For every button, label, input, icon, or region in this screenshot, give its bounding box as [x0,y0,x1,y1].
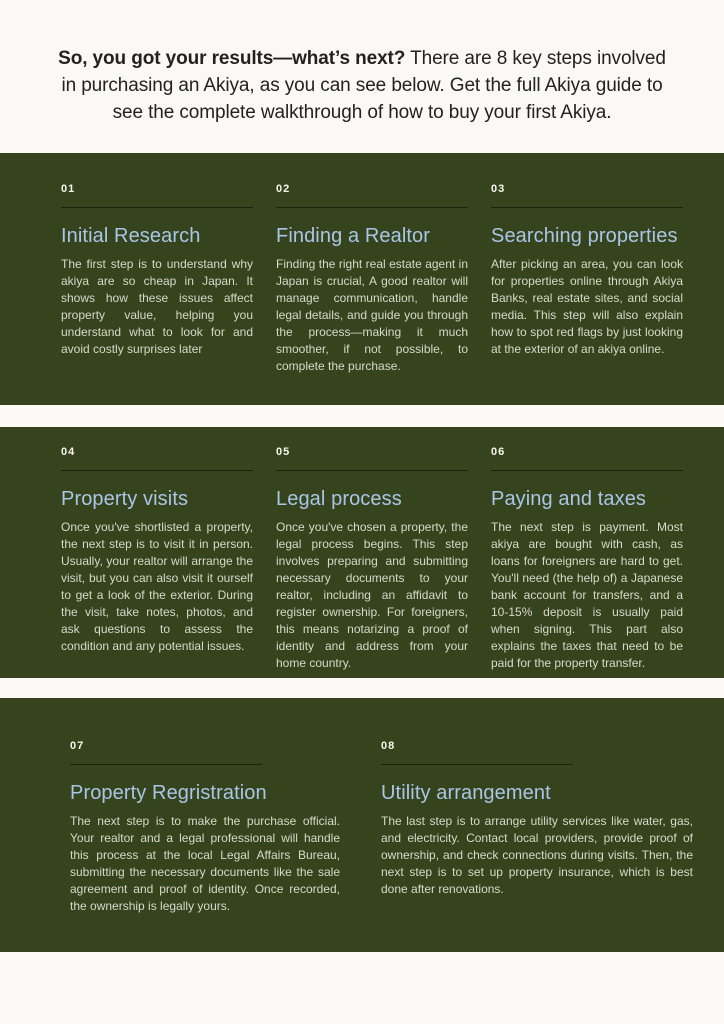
step-number: 04 [61,446,76,458]
step-number: 05 [276,446,291,458]
step-title: Paying and taxes [491,488,647,510]
step-title: Utility arrangement [381,782,551,804]
step-card-04 [61,446,253,678]
bottom-margin [0,952,724,1024]
step-title: Initial Research [61,225,201,247]
step-number: 07 [70,740,85,752]
intro-text-bold: So, you got your results—what’s next? [58,48,406,69]
step-description: Finding the right real estate agent in Japan is crucial, A good realtor will manage communication, handle legal details, and guide you through the process—making it much smoother, if not possible, to complete the purchase. [276,257,468,373]
steps-band-3 [0,698,724,952]
steps-band-1 [0,153,724,405]
divider [381,764,573,765]
divider [491,470,683,471]
step-title: Property Regristration [70,782,267,804]
step-description: After picking an area, you can look for properties online through Akiya Banks, real estate sites, and social media. This step will also explain how to spot red flags by just looking at the exterior of an akiya online. [491,257,683,356]
band-spacer [0,405,724,427]
step-number: 03 [491,183,506,195]
step-card-03 [491,183,683,405]
step-title: Property visits [61,488,189,510]
step-card-01 [61,183,253,405]
step-title: Legal process [276,488,402,510]
step-title: Searching properties [491,225,678,247]
step-description: The next step is payment. Most akiya are bought with cash, as loans for foreigners are hard to get. You'll need (the help of) a Japanese bank account for transfers, and a 10-15% deposit is usually paid when signing. This part also explains the taxes that need to be paid for the property transfer. [491,520,683,670]
step-number: 01 [61,183,76,195]
intro-text-rest: There are 8 key steps involved in purchasing an Akiya, as you can see below. Get the full Akiya guide to see the complete walkthrough of how to buy your first Akiya. [61,48,666,123]
divider [70,764,262,765]
step-card-02 [276,183,468,405]
divider [61,470,253,471]
intro-text [56,46,668,127]
step-number: 06 [491,446,506,458]
divider [276,207,468,208]
step-description: Once you've chosen a property, the legal process begins. This step involves preparing and submitting necessary documents to your realtor, including an affidavit to register ownership. For foreigners, this means notarizing a proof of identity and address from your home country. [276,520,468,670]
intro-section [0,0,724,153]
step-description: The first step is to understand why akiya are so cheap in Japan. It shows how these issues affect property value, helping you understand what to look for and avoid costly surprises later [61,257,253,356]
divider [61,207,253,208]
step-card-06 [491,446,683,678]
band-spacer [0,678,724,698]
step-title: Finding a Realtor [276,225,431,247]
divider [276,470,468,471]
step-number: 02 [276,183,291,195]
step-card-05 [276,446,468,678]
divider [491,207,683,208]
step-card-08 [381,740,693,952]
step-description: The last step is to arrange utility services like water, gas, and electricity. Contact local providers, provide proof of ownership, and check connections during visits. Then, the next step is to set up property insurance, which is best done after renovations. [381,814,693,896]
step-number: 08 [381,740,396,752]
step-card-07 [70,740,340,952]
steps-band-2 [0,427,724,678]
step-description: Once you've shortlisted a property, the next step is to visit it in person. Usually, your realtor will arrange the visit, but you can also visit it ourself to get a look of the exterior. During the visit, take notes, photos, and ask questions to assess the condition and any potential issues. [61,520,253,653]
step-description: The next step is to make the purchase official. Your realtor and a legal professional will handle this process at the local Legal Affairs Bureau, submitting the necessary documents like the sale agreement and proof of identity. Once recorded, the ownership is legally yours. [70,814,340,913]
